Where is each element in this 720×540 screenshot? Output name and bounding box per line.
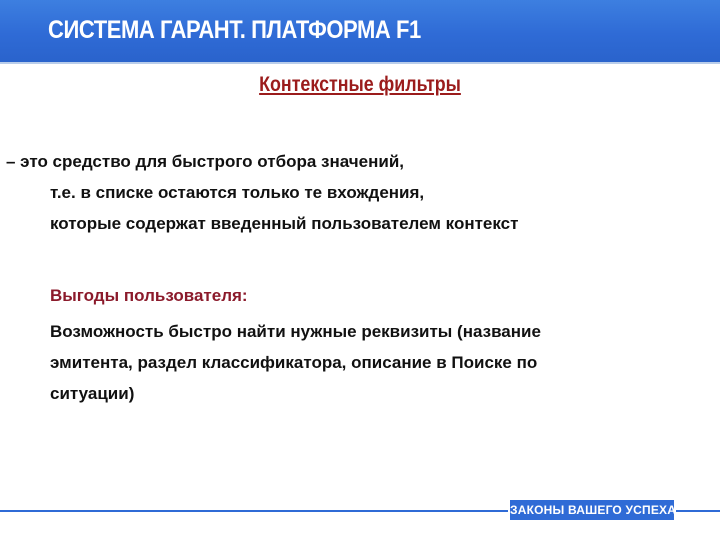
benefits-title: Выгоды пользователя: [50,286,248,305]
definition-line-2: т.е. в списке остаются только те вхождения, [50,183,425,202]
slide-heading: Контекстные фильтры [259,73,461,96]
header-title: СИСТЕМА ГАРАНТ. ПЛАТФОРМА F1 [48,16,421,44]
benefits-line-3: ситуации) [50,384,135,403]
benefits-line-2: эмитента, раздел классификатора, описание в Поиске по [50,353,538,372]
header-bar [0,0,720,64]
footer-slogan: ЗАКОНЫ ВАШЕГО УСПЕХА [510,500,674,520]
footer-divider [0,510,508,512]
benefits-line-1: Возможность быстро найти нужные реквизиты (название [50,322,541,341]
footer-divider-right [676,510,720,512]
definition-line-1: – это средство для быстрого отбора значений, [6,152,404,171]
definition-line-3: которые содержат введенный пользователем контекст [50,214,519,233]
